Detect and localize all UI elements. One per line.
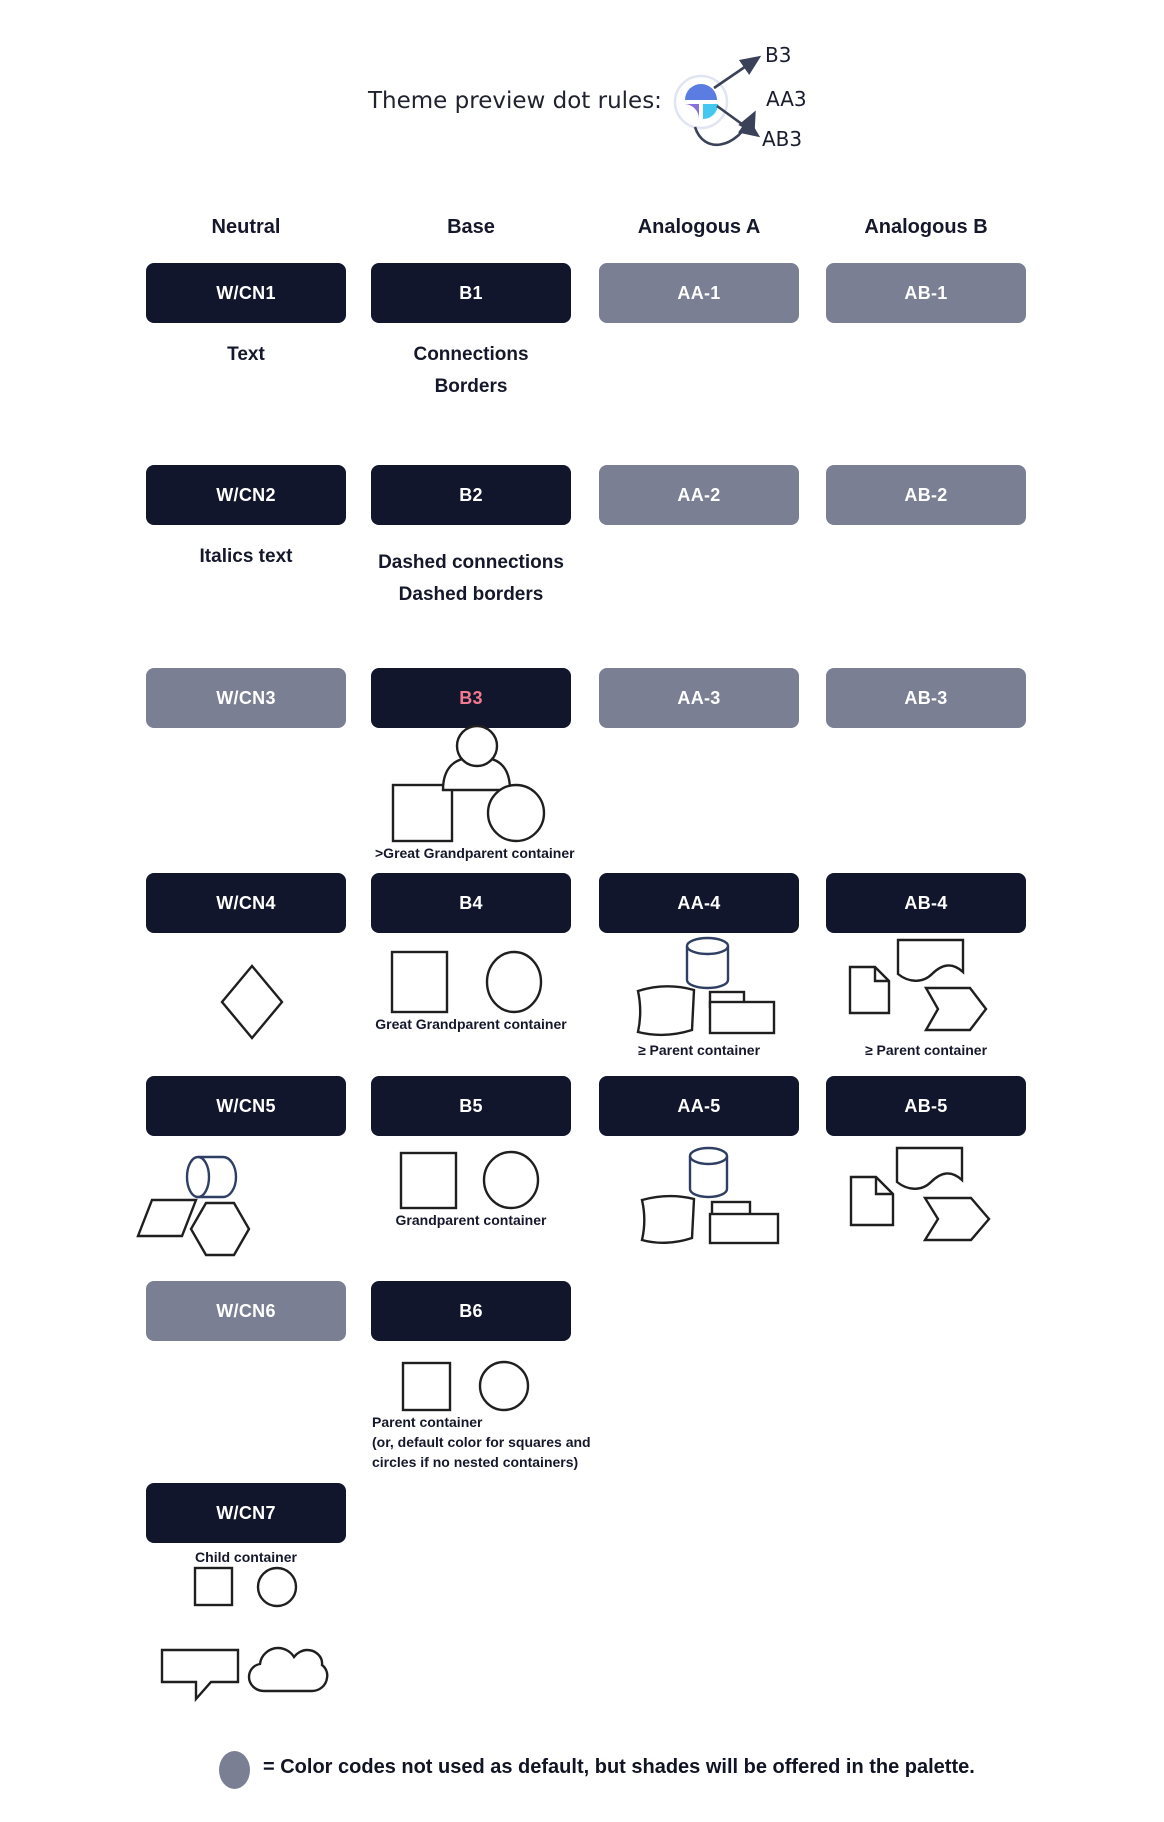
swatch-wcn5: W/CN5 <box>146 1076 346 1136</box>
aa5-shape-group <box>632 1142 782 1250</box>
wcn7-shape-group <box>190 1563 305 1611</box>
b3-shape-group <box>370 722 560 847</box>
square-icon <box>393 785 452 841</box>
swatch-ab5: AB-5 <box>826 1076 1026 1136</box>
wcn4-shape-group <box>216 964 288 1040</box>
swatch-aa2: AA-2 <box>599 465 799 525</box>
note-b5-container: Grandparent container <box>395 1212 547 1228</box>
b4-shape-group <box>388 948 548 1018</box>
swatch-ab3: AB-3 <box>826 668 1026 728</box>
square-icon <box>403 1363 450 1410</box>
swatch-aa5: AA-5 <box>599 1076 799 1136</box>
circle-icon <box>258 1568 296 1606</box>
cylinder-icon <box>687 938 728 954</box>
swatch-wcn1: W/CN1 <box>146 263 346 323</box>
column-header-neutral: Neutral <box>211 216 281 238</box>
swatch-b6: B6 <box>371 1281 571 1341</box>
square-icon <box>401 1153 456 1208</box>
note-ab4-container: ≥ Parent container <box>864 1042 988 1058</box>
pie-dot-rules-figure <box>640 28 840 168</box>
aa4-shape-group <box>630 932 780 1037</box>
swatch-aa3: AA-3 <box>599 668 799 728</box>
swatch-aa4: AA-4 <box>599 873 799 933</box>
swatch-b3: B3 <box>371 668 571 728</box>
wavy-document-icon <box>898 940 963 981</box>
note-b6-line1: Parent container <box>372 1414 483 1430</box>
parallelogram-icon <box>138 1200 196 1236</box>
horizontal-cylinder-icon <box>187 1157 209 1197</box>
tabbed-rect-icon <box>710 1214 778 1243</box>
b5-shape-group <box>397 1149 547 1211</box>
circle-icon <box>488 785 544 841</box>
swatch-b2: B2 <box>371 465 571 525</box>
note-neutral-italics: Italics text <box>199 546 293 567</box>
folded-document-icon <box>850 967 889 1013</box>
wcn7-extra-shape-group <box>155 1637 335 1707</box>
swatch-aa1: AA-1 <box>599 263 799 323</box>
swatch-wcn3: W/CN3 <box>146 668 346 728</box>
swatch-wcn7: W/CN7 <box>146 1483 346 1543</box>
chevron-icon <box>926 988 986 1030</box>
column-header-analogous-a: Analogous A <box>637 216 761 238</box>
tabbed-rect-icon <box>710 1002 774 1033</box>
footer-legend: = Color codes not used as default, but shades will be offered in the palette. <box>263 1756 975 1778</box>
curved-card-icon <box>642 1196 694 1243</box>
ellipse-icon <box>484 1152 538 1208</box>
swatch-b4: B4 <box>371 873 571 933</box>
swatch-b5: B5 <box>371 1076 571 1136</box>
wavy-document-icon <box>897 1148 962 1189</box>
swatch-wcn4: W/CN4 <box>146 873 346 933</box>
folded-document-icon <box>851 1177 893 1225</box>
note-aa4-container: ≥ Parent container <box>637 1042 761 1058</box>
curved-card-icon <box>638 986 694 1034</box>
page-title: Theme preview dot rules: <box>368 88 662 114</box>
swatch-wcn6: W/CN6 <box>146 1281 346 1341</box>
ab5-shape-group <box>845 1142 995 1246</box>
swatch-wcn2: W/CN2 <box>146 465 346 525</box>
note-neutral-text: Text <box>227 344 265 365</box>
note-base-dashed-connections: Dashed connections <box>378 552 564 573</box>
note-base-borders: Borders <box>434 376 508 397</box>
note-b4-container: Great Grandparent container <box>375 1016 567 1032</box>
note-wcn7-container: Child container <box>195 1549 297 1565</box>
chevron-icon <box>925 1198 989 1240</box>
dot-rule-label-aa3: AA3 <box>766 87 807 111</box>
ellipse-icon <box>487 952 541 1012</box>
column-header-base: Base <box>447 216 495 238</box>
dot-rule-label-b3: B3 <box>765 43 792 67</box>
person-icon <box>457 726 497 766</box>
b6-shape-group <box>399 1359 534 1415</box>
note-base-connections: Connections <box>413 344 529 365</box>
swatch-ab2: AB-2 <box>826 465 1026 525</box>
column-header-analogous-b: Analogous B <box>864 216 988 238</box>
arrow-to-b3 <box>714 58 758 88</box>
swatch-ab4: AB-4 <box>826 873 1026 933</box>
gray-dot-icon <box>219 1751 250 1789</box>
ab4-shape-group <box>840 934 995 1036</box>
hexagon-icon <box>191 1203 249 1255</box>
cylinder-icon <box>690 1148 727 1164</box>
square-icon <box>195 1568 232 1605</box>
note-b6-line3: circles if no nested containers) <box>372 1454 579 1470</box>
note-b3-container: >Great Grandparent container <box>375 845 575 861</box>
speech-bubble-icon <box>162 1650 238 1699</box>
cloud-icon <box>249 1648 327 1691</box>
square-icon <box>392 952 447 1012</box>
dot-rule-label-ab3: AB3 <box>762 127 803 151</box>
swatch-ab1: AB-1 <box>826 263 1026 323</box>
diamond-icon <box>222 966 282 1038</box>
wcn5-shape-group <box>130 1148 260 1260</box>
note-base-dashed-borders: Dashed borders <box>398 584 544 605</box>
note-b6-line2: (or, default color for squares and <box>372 1434 591 1450</box>
circle-icon <box>480 1362 528 1410</box>
swatch-b1: B1 <box>371 263 571 323</box>
